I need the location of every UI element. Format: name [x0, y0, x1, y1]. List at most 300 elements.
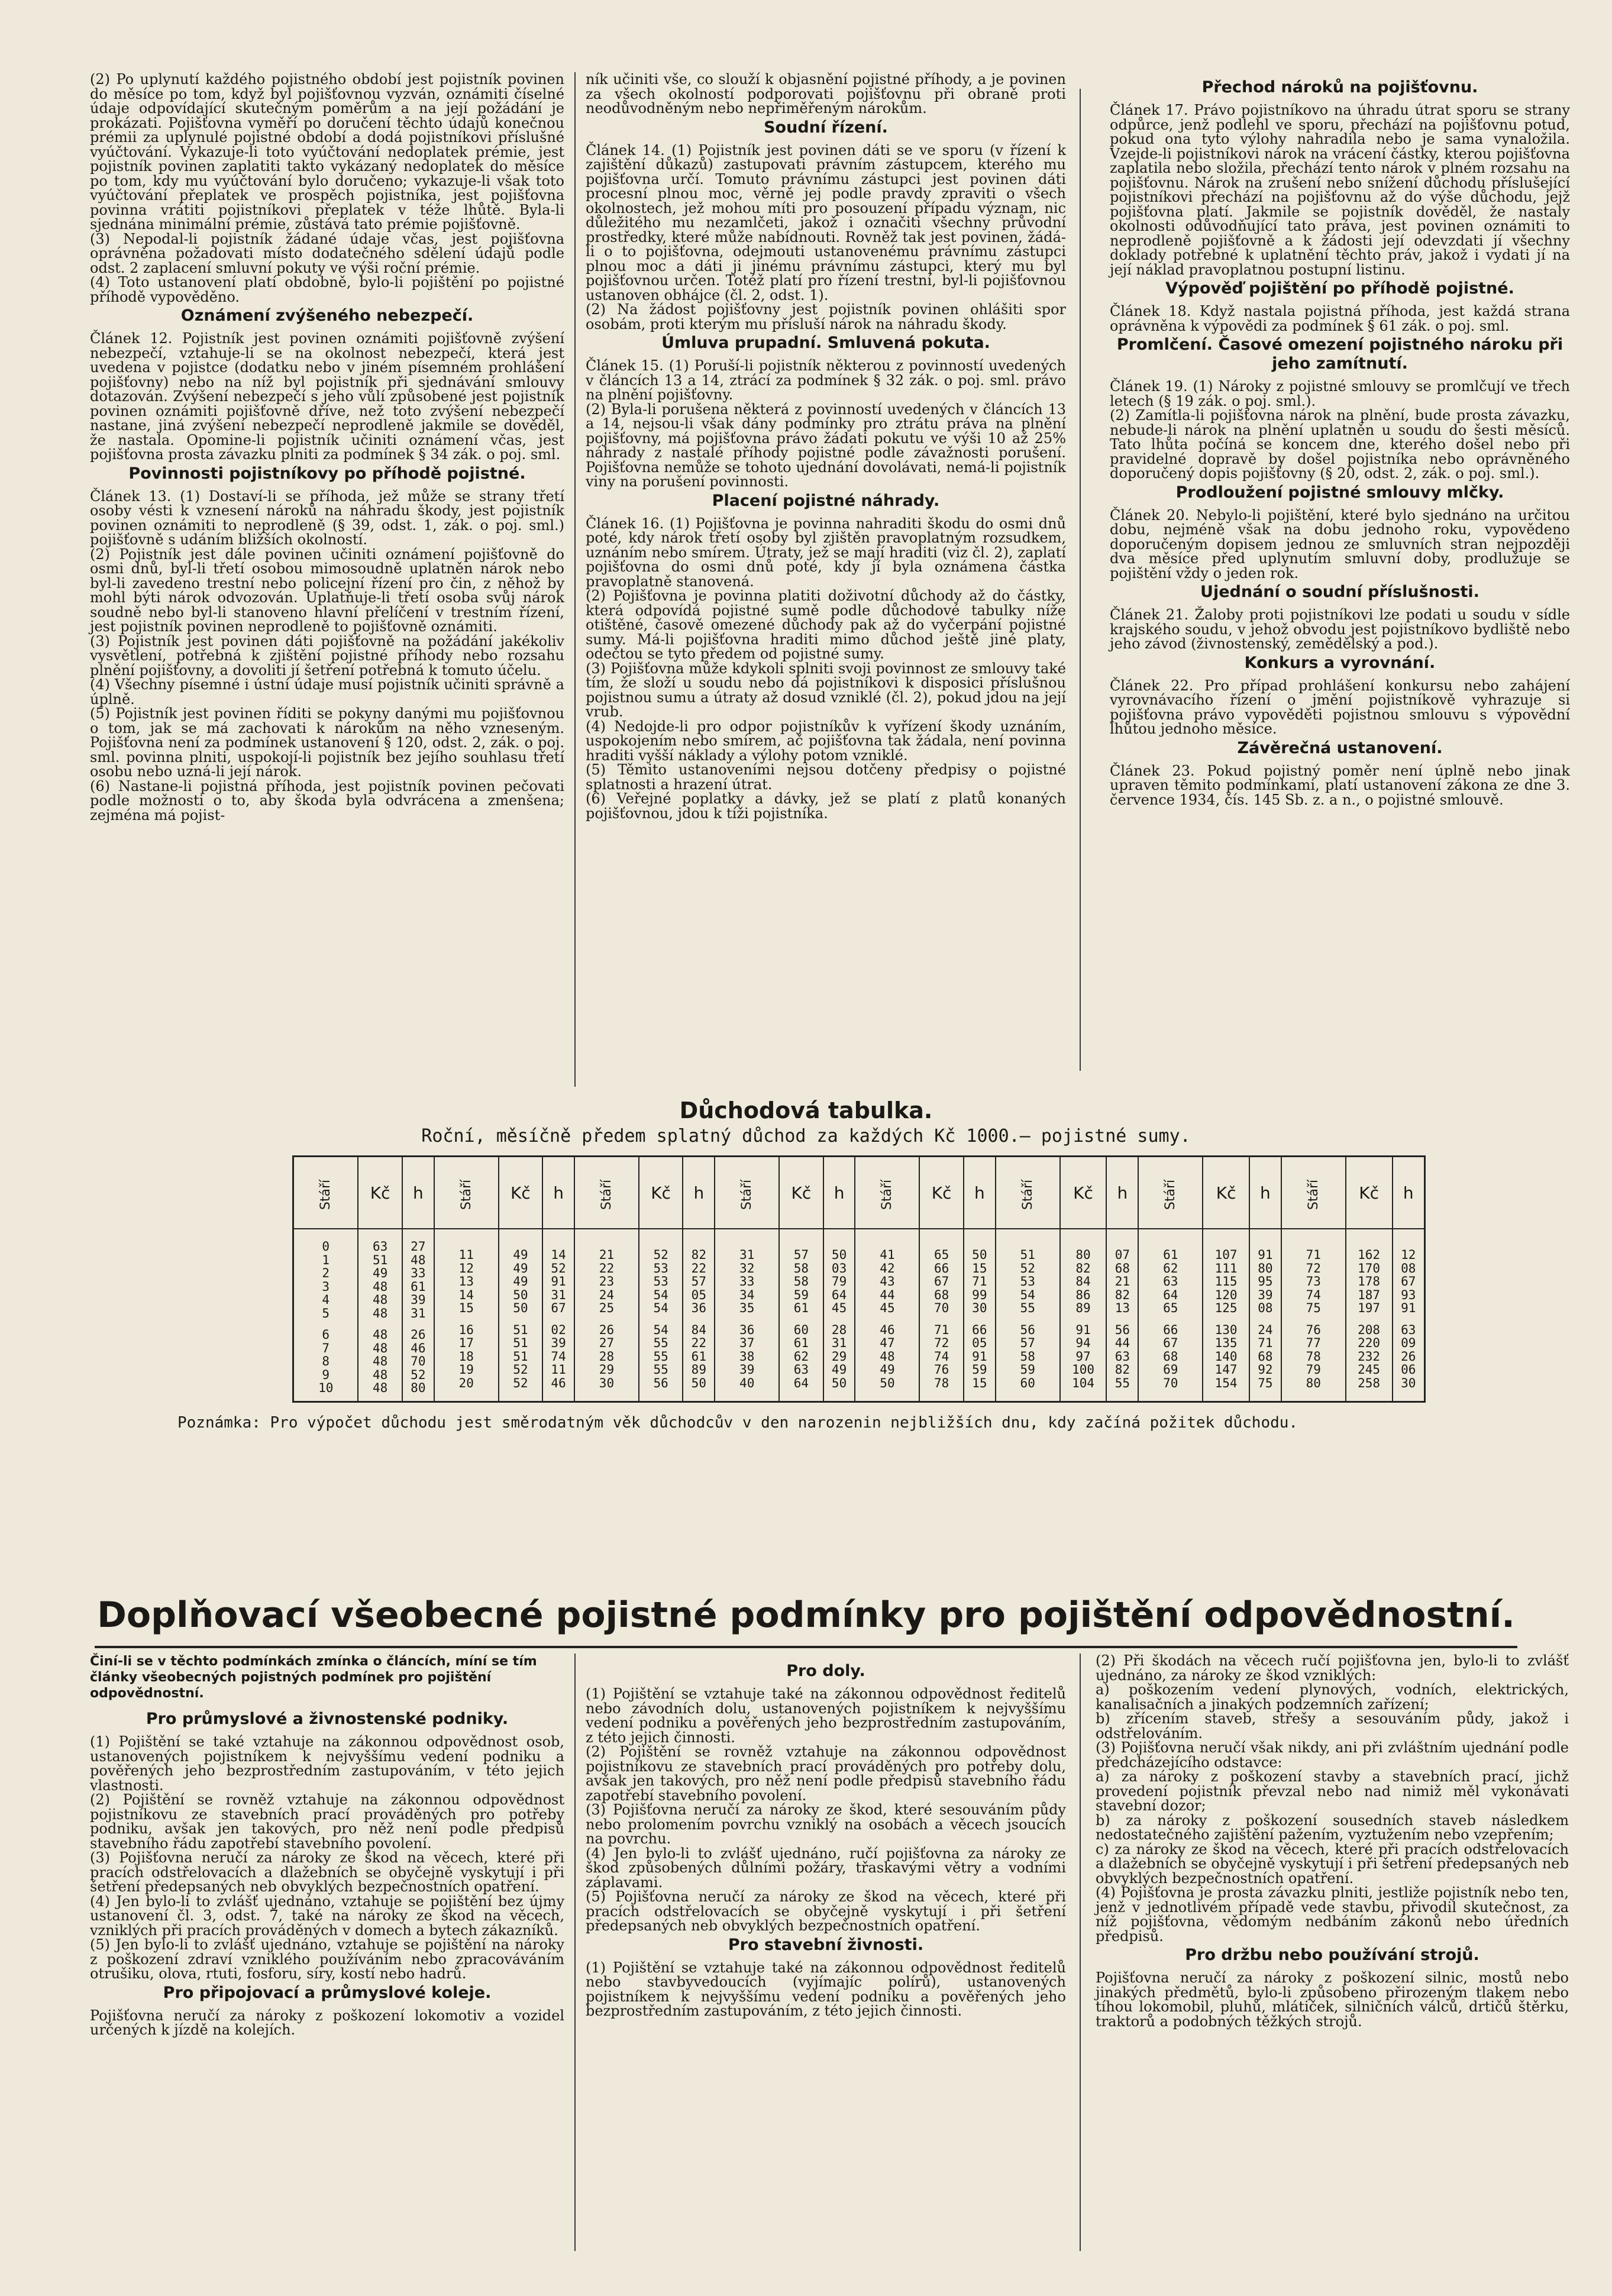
table-cell-value: 16 — [458, 1322, 474, 1337]
table-cell-value: 23 — [599, 1274, 615, 1289]
paragraph: ník učiniti vše, co slouží k objasnění pojistné příhody, a je povinen za všech okolností podporovati pojišťovnu při obraně proti neodůvodněným nebo nepřiměřeným nárokům. — [586, 71, 1066, 117]
table-column-cell — [358, 1229, 402, 1402]
paragraph: (4) Toto ustanovení platí obdobně, bylo-li pojištění po pojistné příhodě vypověděno. — [90, 274, 564, 305]
table-header-label: h — [1260, 1183, 1271, 1203]
table-cell-value: 31 — [411, 1306, 426, 1320]
section-heading: Promlčení. Časové omezení pojistného nároku při jeho zamítnutí. — [1116, 335, 1563, 373]
table-column-cell — [293, 1229, 358, 1402]
table-cell-value — [780, 1315, 822, 1323]
table-header-label: Kč — [1359, 1183, 1379, 1203]
table-cell-value: 135 — [1214, 1336, 1238, 1350]
table-header-cell — [1393, 1157, 1425, 1229]
table-cell-value: 44 — [1114, 1336, 1130, 1350]
table-cell-value: 71 — [1258, 1336, 1273, 1350]
table-cell-value: 74 — [551, 1349, 566, 1364]
table-cell-value: 57 — [1020, 1336, 1035, 1350]
table-cell-value: 67 — [1401, 1274, 1416, 1289]
table-cell-value: 79 — [831, 1274, 847, 1289]
table-column-cell — [1203, 1229, 1249, 1402]
table-cell-value — [683, 1240, 714, 1248]
table-cell-value: 76 — [1306, 1322, 1321, 1337]
table-cell-value: 48 — [373, 1367, 388, 1382]
table-cell-value: 74 — [934, 1349, 949, 1364]
lower-column-1 — [90, 1654, 564, 2037]
table-header-label: Stáří — [739, 1179, 755, 1210]
table-cell-value: 46 — [880, 1322, 895, 1337]
table-header-cell — [683, 1157, 715, 1229]
table-cell-value: 0 — [322, 1239, 330, 1254]
table-cell-value: 05 — [691, 1287, 706, 1302]
table-cell-value: 48 — [411, 1252, 426, 1267]
table-cell-value: 68 — [1163, 1349, 1178, 1364]
section-heading: Pro stavební živnosti. — [728, 1935, 924, 1954]
table-cell-value: 12 — [1401, 1248, 1416, 1262]
table-cell-value: 70 — [1163, 1375, 1178, 1390]
table-cell-value: 29 — [599, 1362, 615, 1377]
table-cell-value: 27 — [411, 1239, 426, 1254]
paragraph: Článek 20. Nebylo-li pojištění, které bylo sjednáno na určitou dobu, nejméně však na dobu jednoho roku, vypovědeno doporučeným dopisem jednou ze smluvních stran nejpozději dva měsíce před uplynutím smluvní doby, prodlužuje se pojištění vždy o jeden rok. — [1110, 506, 1570, 582]
paragraph: Článek 17. Právo pojistníkovo na úhradu útrat sporu se strany odpůrce, jenž podlehl ve sporu, přechází na pojišťovnu potud, pokud ona tyto výlohy nahradila nebo je sama vynaložila. Vzejde-li pojistníkovi nárok na vrácení částky, kterou pojišťovna zaplatila nebo složila, přechází tento nárok v plném rozsahu na pojišťovnu. Nárok na zrušení nebo snížení důchodu příslušející pojistníkovi přechází na pojišťovnu až do výše důchodu, jejž pojišťovna platí. Jakmile se pojistník dověděl, že nastaly okolnosti odůvodňující tato práva, jest povinen oznámiti to neprodleně pojišťovně a k žádosti její odevzdati jí všechny doklady potřebné k uplatnění těchto práv, jakož i vydati jí na její náklad pravoplatnou postupní listinu. — [1110, 102, 1570, 278]
table-cell-value — [964, 1240, 995, 1248]
table-cell-value: 47 — [880, 1336, 895, 1350]
table-cell-value: 48 — [373, 1381, 388, 1395]
paragraph: Článek 15. (1) Poruší-li pojistník některou z povinností uvedených v článcích 13 a 14, ztrácí za podmínek § 32 zák. o poj. sml. právo na plnění pojišťovny. — [586, 357, 1066, 403]
paragraph: Článek 14. (1) Pojistník jest povinen dáti se ve sporu (v řízení k zajištění důkazů) zastupovati právním zástupcem, kterého mu pojišťovna určí. Tomuto právnímu zástupci jest povinen dáti procesní plnou moc, věrně jej podle pravdy zpraviti o všech okolnostech, jež mohou míti pro posouzení případu význam, nic důležitého mu nezamlčeti, jakož i označiti všechny průvodní prostředky, které může nabídnouti. Rovněž tak jest povinen, žádá-li o to pojišťovna, odejmouti ustanovenému právnímu zástupci plnou moc a dáti ji jinému právnímu zástupci, který mu byl pojišťovnou určen. Totéž platí pro řízení trestní, byl-li pojišťovnou ustanoven obhájce (čl. 2, odst. 1). — [586, 141, 1066, 303]
table-cell-value: 50 — [880, 1375, 895, 1390]
table-cell-value: 64 — [1163, 1287, 1178, 1302]
table-column-cell — [1106, 1229, 1138, 1402]
table-cell-value — [780, 1240, 822, 1248]
table-cell-value: 62 — [1163, 1261, 1178, 1275]
table-cell-value — [1107, 1240, 1138, 1248]
table-cell-value: 7 — [322, 1341, 330, 1355]
table-cell-value: 05 — [972, 1336, 987, 1350]
table-row — [293, 1229, 1425, 1402]
table-cell-value: 67 — [1163, 1336, 1178, 1350]
table-cell-value — [1250, 1240, 1281, 1248]
table-header-label: h — [1403, 1183, 1414, 1203]
table-cell-value: 93 — [1401, 1287, 1416, 1302]
table-cell-value: 54 — [653, 1301, 668, 1315]
table-cell-value: 82 — [1075, 1261, 1091, 1275]
table-cell-value: 140 — [1214, 1349, 1238, 1364]
table-cell-value: 56 — [1020, 1322, 1035, 1337]
table-cell-value: 49 — [880, 1362, 895, 1377]
table-cell-value: 197 — [1358, 1301, 1381, 1315]
table-cell-value: 11 — [458, 1248, 474, 1262]
section-heading: Úmluva prupadní. Smluvená pokuta. — [661, 334, 990, 352]
table-cell-value: 77 — [1306, 1336, 1321, 1350]
table-cell-value: 50 — [972, 1248, 987, 1262]
table-cell-value: 30 — [1401, 1375, 1416, 1390]
table-cell-value: 48 — [373, 1328, 388, 1342]
table-header-label: Stáří — [318, 1179, 334, 1210]
table-cell-value: 53 — [653, 1274, 668, 1289]
table-cell-value: 91 — [972, 1349, 987, 1364]
table-header-label: h — [553, 1183, 564, 1203]
table-cell-value: 36 — [739, 1322, 755, 1337]
paragraph: (5) Těmito ustanoveními nejsou dotčeny předpisy o pojistné splatnosti a hrazení útrat. — [586, 761, 1066, 793]
paragraph: (1) Pojištění se také vztahuje na zákonnou odpovědnost osob, ustanovených pojistníkem k nejvyššímu vedení podniku a pověřených jeho bezprostředním zastupováním, v této jejich vlastnosti. — [90, 1733, 564, 1794]
table-cell-value: 14 — [458, 1287, 474, 1302]
table-cell-value — [403, 1320, 434, 1328]
section-heading: Pro doly. — [786, 1662, 865, 1680]
table-cell-value: 178 — [1358, 1274, 1381, 1289]
table-cell-value: 59 — [793, 1287, 809, 1302]
table-cell-value: 50 — [691, 1375, 706, 1390]
table-cell-value: 2 — [322, 1266, 330, 1280]
table-cell-value: 26 — [411, 1328, 426, 1342]
section-heading: Výpověď pojištění po příhodě pojistné. — [1165, 279, 1514, 298]
paragraph: Článek 19. (1) Nároky z pojistné smlouvy se promlčují ve třech letech (§ 19 zák. o poj. sml.). — [1110, 378, 1570, 409]
table-cell-value: 21 — [599, 1248, 615, 1262]
paragraph: (3) Pojišťovna neručí však nikdy, ani při zvláštním ujednání podle předcházejícího odstavce: — [1096, 1739, 1569, 1771]
table-cell-value: 22 — [691, 1261, 706, 1275]
table-cell-value: 54 — [653, 1287, 668, 1302]
table-cell-value: 86 — [1075, 1287, 1091, 1302]
table-cell-value: 95 — [1258, 1274, 1273, 1289]
table-column-cell — [1393, 1229, 1425, 1402]
table-column-cell — [639, 1229, 683, 1402]
paragraph: (3) Pojišťovna může kdykoli splniti svoji povinnost ze smlouvy také tím, že složí u soudu nebo dá pojistníkovi k disposici příslušnou pojistnou sumu a útraty až dosud vzniklé (čl. 2), pokud jdou na její vrub. — [586, 660, 1066, 720]
table-cell-value: 80 — [1258, 1261, 1273, 1275]
table-cell-value: 80 — [411, 1381, 426, 1395]
table-cell-value: 61 — [1163, 1248, 1178, 1262]
table-header-cell — [542, 1157, 574, 1229]
column-divider — [574, 1654, 576, 2251]
table-cell-value: 39 — [551, 1336, 566, 1350]
table-column-cell — [823, 1229, 855, 1402]
table-cell-value: 49 — [831, 1362, 847, 1377]
table-header-cell — [1138, 1157, 1203, 1229]
table-cell-value: 42 — [880, 1261, 895, 1275]
table-cell-value: 115 — [1214, 1274, 1238, 1289]
table-header-label: h — [834, 1183, 845, 1203]
paragraph: (2) Po uplynutí každého pojistného období jest pojistník povinen do měsíce po tom, když byl pojišťovnou vyzván, oznámiti číselné údaje odpovídající skutečným poměrům a na její požádání je prokázati. Pojišťovna vyměří po doručení těchto údajů konečnou prémii za uplynulé pojistné období a dodá pojistníkovi příslušné vyúčtování. Vykazuje-li toto vyúčtování nedoplatek prémie, jest pojistník povinen zaplatiti takto vykázaný nedoplatek do měsíce po tom, kdy mu vyúčtování bylo doručeno; vykazuje-li však toto vyúčtování přeplatek ve prospěch pojistníka, jest pojišťovna povinna vrátiti pojistníkovi přeplatek v téže lhůtě. Byla-li sjednána minimální prémie, zůstává tato prémie pojišťovně. — [90, 71, 564, 232]
table-header-label: Stáří — [1306, 1179, 1321, 1210]
table-cell-value: 61 — [793, 1301, 809, 1315]
table-cell-value: 26 — [599, 1322, 615, 1337]
annuity-table-subtitle: Roční, měsíčně předem splatný důchod za každých Kč 1000.— pojistné sumy. — [421, 1126, 1191, 1147]
paragraph: Pojišťovna neručí za nároky z poškození lokomotiv a vozidel určených k jízdě na kolejích. — [90, 2007, 564, 2038]
table-cell-value: 60 — [1020, 1375, 1035, 1390]
paragraph: (4) Všechny písemné i ústní údaje musí pojistník učiniti správně a úplně. — [90, 676, 564, 708]
table-cell-value: 46 — [551, 1375, 566, 1390]
table-column-cell — [779, 1229, 823, 1402]
table-header-cell — [358, 1157, 402, 1229]
table-cell-value: 49 — [373, 1266, 388, 1280]
table-cell-value: 51 — [373, 1252, 388, 1267]
table-cell-value: 24 — [599, 1287, 615, 1302]
table-header-cell — [855, 1157, 919, 1229]
table-cell-value — [499, 1240, 542, 1248]
table-column-cell — [1346, 1229, 1393, 1402]
table-cell-value: 170 — [1358, 1261, 1381, 1275]
table-cell-value: 54 — [653, 1322, 668, 1337]
table-cell-value: 63 — [793, 1362, 809, 1377]
table-cell-value: 34 — [739, 1287, 755, 1302]
column-divider — [1080, 89, 1081, 1071]
section-heading: Prodloužení pojistné smlouvy mlčky. — [1175, 483, 1504, 502]
table-cell-value — [435, 1240, 498, 1248]
paragraph: c) za nároky ze škod na věcech, které při pracích odstřelovacích a dlažebních se obyčejně vyskytují i při šetření předepsaných neb obvyklých bezpečnostních opatření. — [1096, 1840, 1569, 1887]
table-column-cell — [715, 1229, 779, 1402]
table-header-label: Kč — [931, 1183, 952, 1203]
table-cell-value — [715, 1315, 778, 1323]
table-cell-value: 13 — [1114, 1301, 1130, 1315]
table-cell-value: 91 — [1075, 1322, 1091, 1337]
table-cell-value: 59 — [1020, 1362, 1035, 1377]
table-cell-value: 75 — [1306, 1301, 1321, 1315]
table-cell-value: 162 — [1358, 1248, 1381, 1262]
table-cell-value: 11 — [551, 1362, 566, 1377]
table-cell-value: 66 — [934, 1261, 949, 1275]
paragraph: a) za nároky z poškození stavby a stavebních prací, jichž provedení pojistník převzal nebo nad nimiž měl vykonávati stavební dozor; — [1096, 1768, 1569, 1814]
intro-paragraph: Činí-li se v těchto podmínkách zmínka o článcích, míní se tím články všeobecných pojistných podmínek pro pojištění odpovědnostní. — [90, 1654, 537, 1701]
table-cell-value — [1203, 1240, 1249, 1248]
paragraph: Článek 13. (1) Dostaví-li se příhoda, jež může se strany třetí osoby vésti k vznesení nároků na náhradu škody, jest pojistník povinen oznámiti to neprodleně (§ 39, odst. 1, zák. o poj. sml.) pojišťovně s udáním bližších okolností. — [90, 487, 564, 548]
table-cell-value: 65 — [1163, 1301, 1178, 1315]
table-column-cell — [499, 1229, 542, 1402]
table-header-cell — [715, 1157, 779, 1229]
table-cell-value: 61 — [411, 1279, 426, 1294]
table-cell-value: 38 — [739, 1349, 755, 1364]
table-cell-value: 82 — [691, 1248, 706, 1262]
table-cell-value — [1107, 1315, 1138, 1323]
table-cell-value: 45 — [880, 1301, 895, 1315]
table-cell-value: 63 — [1163, 1274, 1178, 1289]
table-cell-value: 50 — [831, 1248, 847, 1262]
table-header-cell — [1060, 1157, 1107, 1229]
table-cell-value: 03 — [831, 1261, 847, 1275]
section-heading: Pro připojovací a průmyslové koleje. — [163, 1983, 492, 2002]
paragraph: (2) Pojistník jest dále povinen učiniti oznámení pojišťovně do osmi dnů, byl-li třetí osobou mimosoudně uplatněn nárok nebo byl-li zavedeno trestní nebo policejní řízení pro čin, z něhož by mohl býti nárok odvozován. Uplatňuje-li třetí osoba svůj nárok soudně nebo byl-li stanoveno hlavní přelíčení v trestním řízení, jest pojistník povinen neprodleně to pojišťovně oznámiti. — [90, 545, 564, 635]
section-heading: Pro průmyslové a živnostenské podniky. — [146, 1710, 509, 1728]
table-cell-value: 49 — [513, 1274, 528, 1289]
table-cell-value — [294, 1320, 357, 1328]
lower-column-2 — [586, 1659, 1066, 2019]
table-note: Poznámka: Pro výpočet důchodu jest směrodatným věk důchodcův v den narozenin nejbližších dnu, kdy začíná požitek důchodu. — [177, 1413, 1298, 1432]
table-cell-value: 40 — [739, 1375, 755, 1390]
table-cell-value: 21 — [1114, 1274, 1130, 1289]
paragraph: Článek 22. Pro případ prohlášení konkursu nebo zahájení vyrovnávacího řízení o jmění pojistníkově vyhrazuje si pojišťovna právo vypověděti pojistnou smlouvu s výpovědní lhůtou jednoho měsíce. — [1110, 677, 1570, 737]
table-cell-value: 48 — [373, 1306, 388, 1320]
table-header-cell — [964, 1157, 996, 1229]
table-cell-value: 84 — [1075, 1274, 1091, 1289]
table-cell-value: 22 — [691, 1336, 706, 1350]
table-cell-value: 46 — [411, 1341, 426, 1355]
table-cell-value: 76 — [934, 1362, 949, 1377]
table-cell-value: 48 — [373, 1354, 388, 1368]
annuity-table — [292, 1155, 1426, 1403]
table-header-cell — [823, 1157, 855, 1229]
table-header-label: Kč — [791, 1183, 812, 1203]
table-cell-value: 82 — [1114, 1287, 1130, 1302]
table-cell-value: 48 — [373, 1279, 388, 1294]
table-cell-value: 6 — [322, 1328, 330, 1342]
table-header-cell — [402, 1157, 434, 1229]
table-cell-value: 67 — [934, 1274, 949, 1289]
table-cell-value: 35 — [739, 1301, 755, 1315]
paragraph: (3) Pojistník jest povinen dáti pojišťovně na požádání jakékoliv vysvětlení, potřebná k zjištění pojistné příhody nebo rozsahu plnění pojišťovny, a dovoliti jí šetření potřebná k tomuto účelu. — [90, 632, 564, 679]
table-cell-value — [1346, 1315, 1392, 1323]
table-cell-value: 33 — [411, 1266, 426, 1280]
table-cell-value — [1203, 1315, 1249, 1323]
upper-column-3 — [1110, 76, 1570, 807]
section-heading: Oznámení zvýšeného nebezpečí. — [180, 306, 474, 325]
table-cell-value: 4 — [322, 1293, 330, 1307]
table-cell-value: 02 — [551, 1322, 566, 1337]
table-cell-value — [1393, 1240, 1424, 1248]
table-cell-value: 67 — [551, 1301, 566, 1315]
table-cell-value: 71 — [1306, 1248, 1321, 1262]
table-cell-value: 12 — [458, 1261, 474, 1275]
table-cell-value: 187 — [1358, 1287, 1381, 1302]
paragraph: (6) Nastane-li pojistná příhoda, jest pojistník povinen pečovati podle možnosti o to, aby škoda byla odvrácena a zmenšena; zejména má pojist- — [90, 777, 564, 824]
table-cell-value: 28 — [831, 1322, 847, 1337]
table-cell-value: 10 — [318, 1381, 334, 1395]
table-cell-value — [855, 1240, 919, 1248]
table-cell-value: 120 — [1214, 1287, 1238, 1302]
table-cell-value: 52 — [513, 1375, 528, 1390]
table-cell-value: 51 — [1020, 1248, 1035, 1262]
table-cell-value: 31 — [551, 1287, 566, 1302]
upper-column-1 — [90, 72, 564, 822]
table-column-cell — [434, 1229, 499, 1402]
table-cell-value: 64 — [831, 1287, 847, 1302]
table-column-cell — [1060, 1229, 1107, 1402]
table-cell-value — [824, 1240, 855, 1248]
table-cell-value: 3 — [322, 1279, 330, 1294]
table-cell-value: 18 — [458, 1349, 474, 1364]
table-cell-value: 30 — [972, 1301, 987, 1315]
table-cell-value — [639, 1240, 682, 1248]
paragraph: (1) Pojištění se vztahuje také na zákonnou odpovědnost ředitelů nebo závodních dolu, ustanovených pojistníkem k nejvyššímu vedení podniku a pověřených jeho bezprostředním zastupováním, z této jejich činnosti. — [586, 1685, 1066, 1746]
table-header-label: h — [693, 1183, 705, 1203]
table-cell-value: 5 — [322, 1306, 330, 1320]
table-cell-value: 82 — [1114, 1362, 1130, 1377]
paragraph: (4) Nedojde-li pro odpor pojistníkův k vyřízení škody uznáním, uspokojením nebo smírem, ač pojišťovna tak žádala, není povinna hraditi vyšší náklady a výlohy potom vzniklé. — [586, 718, 1066, 764]
table-cell-value: 71 — [972, 1274, 987, 1289]
table-cell-value: 94 — [1075, 1336, 1091, 1350]
table-cell-value: 80 — [1306, 1375, 1321, 1390]
table-header-row — [293, 1157, 1425, 1229]
table-cell-value: 73 — [1306, 1274, 1321, 1289]
table-header-label: Stáří — [880, 1179, 895, 1210]
paragraph: (2) Na žádost pojišťovny jest pojistník povinen ohlášiti spor osobám, proti kterým mu přísluší nárok na náhradu škody. — [586, 301, 1066, 332]
table-cell-value: 258 — [1358, 1375, 1381, 1390]
paragraph: (5) Jen bylo-li to zvlášť ujednáno, vztahuje se pojištění na nároky z poškození zdraví vzniklého používáním nebo zpracováváním otrušiku, olova, rtuti, fosforu, síry, kostí nebo hadrů. — [90, 1936, 564, 1982]
table-cell-value: 20 — [458, 1375, 474, 1390]
table-cell-value: 08 — [1258, 1301, 1273, 1315]
table-cell-value: 97 — [1075, 1349, 1091, 1364]
table-cell-value: 64 — [793, 1375, 809, 1390]
table-header-cell — [1203, 1157, 1249, 1229]
table-cell-value — [1282, 1240, 1345, 1248]
table-cell-value: 49 — [513, 1261, 528, 1275]
table-header-label: h — [1117, 1183, 1128, 1203]
table-cell-value: 78 — [1306, 1349, 1321, 1364]
table-cell-value: 52 — [653, 1248, 668, 1262]
paragraph: (5) Pojistník jest povinen říditi se pokyny danými mu pojišťovnou o tom, jak se má zachovati k nárokům na něho vzneseným. Pojišťovna není za podmínek ustanovení § 120, odst. 2, zák. o poj. sml. povinna plniti, uspokojí-li pojistník bez jejího souhlasu třetí osobu nebo uzná-li její nárok. — [90, 705, 564, 780]
table-cell-value: 52 — [1020, 1261, 1035, 1275]
paragraph: (2) Pojišťovna je povinna platiti doživotní důchody až do částky, která odpovídá pojistné sumě podle důchodové tabulky níže otištěné, časově omezené důchody pak až do vyčerpání pojistné sumy. Má-li pojišťovna hraditi mimo důchod ještě jiné platy, odečtou se tyto předem od pojistné sumy. — [586, 587, 1066, 662]
table-cell-value: 50 — [513, 1287, 528, 1302]
table-cell-value: 54 — [1020, 1287, 1035, 1302]
table-cell-value: 99 — [972, 1287, 987, 1302]
table-cell-value — [855, 1315, 919, 1323]
table-cell-value: 37 — [739, 1336, 755, 1350]
table-cell-value: 147 — [1214, 1362, 1238, 1377]
table-cell-value: 84 — [691, 1322, 706, 1337]
section-heading: Přechod nároků na pojišťovnu. — [1201, 78, 1478, 96]
table-cell-value: 58 — [793, 1261, 809, 1275]
table-cell-value: 91 — [551, 1274, 566, 1289]
table-cell-value: 25 — [599, 1301, 615, 1315]
table-cell-value: 63 — [1401, 1322, 1416, 1337]
table-header-cell — [1249, 1157, 1281, 1229]
table-cell-value: 51 — [513, 1349, 528, 1364]
table-cell-value: 59 — [972, 1362, 987, 1377]
section-heading: Závěrečná ustanovení. — [1237, 738, 1443, 757]
paragraph: (5) Pojišťovna neručí za nároky ze škod na věcech, které při pracích odstřelovacích se obyčejně vyskytují i při šetření předepsaných neb obvyklých bezpečnostních opatření. — [586, 1888, 1066, 1934]
table-cell-value: 70 — [934, 1301, 949, 1315]
table-cell-value: 104 — [1072, 1375, 1095, 1390]
table-cell-value: 111 — [1214, 1261, 1238, 1275]
table-cell-value: 68 — [1258, 1349, 1273, 1364]
paragraph: (4) Jen bylo-li to zvlášť ujednáno, ručí pojišťovna za nároky ze škod způsobených důlními požáry, třaskavými větry a vodními záplavami. — [586, 1845, 1066, 1891]
table-cell-value — [964, 1315, 995, 1323]
table-cell-value: 220 — [1358, 1336, 1381, 1350]
table-header-label: h — [974, 1183, 985, 1203]
paragraph: Článek 18. Když nastala pojistná příhoda, jest každá strana oprávněna k výpovědi za podmínek § 61 zák. o poj. sml. — [1110, 303, 1570, 334]
table-cell-value: 89 — [691, 1362, 706, 1377]
table-cell-value: 60 — [793, 1322, 809, 1337]
table-cell-value: 68 — [1114, 1261, 1130, 1275]
table-cell-value: 70 — [411, 1354, 426, 1368]
table-cell-value: 56 — [1114, 1322, 1130, 1337]
table-cell-value: 58 — [793, 1274, 809, 1289]
table-header-cell — [639, 1157, 683, 1229]
table-column-cell — [964, 1229, 996, 1402]
table-cell-value — [1393, 1315, 1424, 1323]
paragraph: (3) Pojišťovna neručí za nároky ze škod na věcech, které při pracích odstřelovacích a dlažebních se obyčejně vyskytují i při šetření předepsaných neb obvyklých bezpečnostních opatření. — [90, 1849, 564, 1895]
table-cell-value: 30 — [599, 1375, 615, 1390]
table-cell-value — [1061, 1315, 1106, 1323]
table-cell-value — [1061, 1240, 1106, 1248]
table-cell-value — [543, 1315, 574, 1323]
table-cell-value: 24 — [1258, 1322, 1273, 1337]
paragraph: (3) Pojišťovna neručí za nároky ze škod, které sesouváním půdy nebo prolomením povrchu vzniklý na osobách a věcech jsoucích na povrchu. — [586, 1801, 1066, 1847]
table-header-cell — [434, 1157, 499, 1229]
table-cell-value: 79 — [1306, 1362, 1321, 1377]
table-cell-value: 36 — [691, 1301, 706, 1315]
table-cell-value: 53 — [1020, 1274, 1035, 1289]
paragraph: (2) Pojištění se rovněž vztahuje na zákonnou odpovědnost pojistníkovu ze stavebních prací prováděných pro potřeby dolu, avšak jen takových, pro něž není podle předpisů stavebního řádu zapotřebí stavebního povolení. — [586, 1743, 1066, 1804]
table-cell-value: 9 — [322, 1367, 330, 1382]
table-cell-value: 19 — [458, 1362, 474, 1377]
table-cell-value — [683, 1315, 714, 1323]
table-header-cell — [574, 1157, 639, 1229]
table-cell-value — [1346, 1240, 1392, 1248]
section-heading: Ujednání o soudní příslušnosti. — [1200, 583, 1479, 601]
table-header-cell — [499, 1157, 542, 1229]
paragraph: (6) Veřejné poplatky a dávky, jež se platí z platů konaných pojišťovnou, jdou k tíži pojistníka. — [586, 790, 1066, 822]
table-cell-value: 50 — [513, 1301, 528, 1315]
table-cell-value — [499, 1315, 542, 1323]
table-cell-value: 49 — [513, 1248, 528, 1262]
table-cell-value: 09 — [1401, 1336, 1416, 1350]
